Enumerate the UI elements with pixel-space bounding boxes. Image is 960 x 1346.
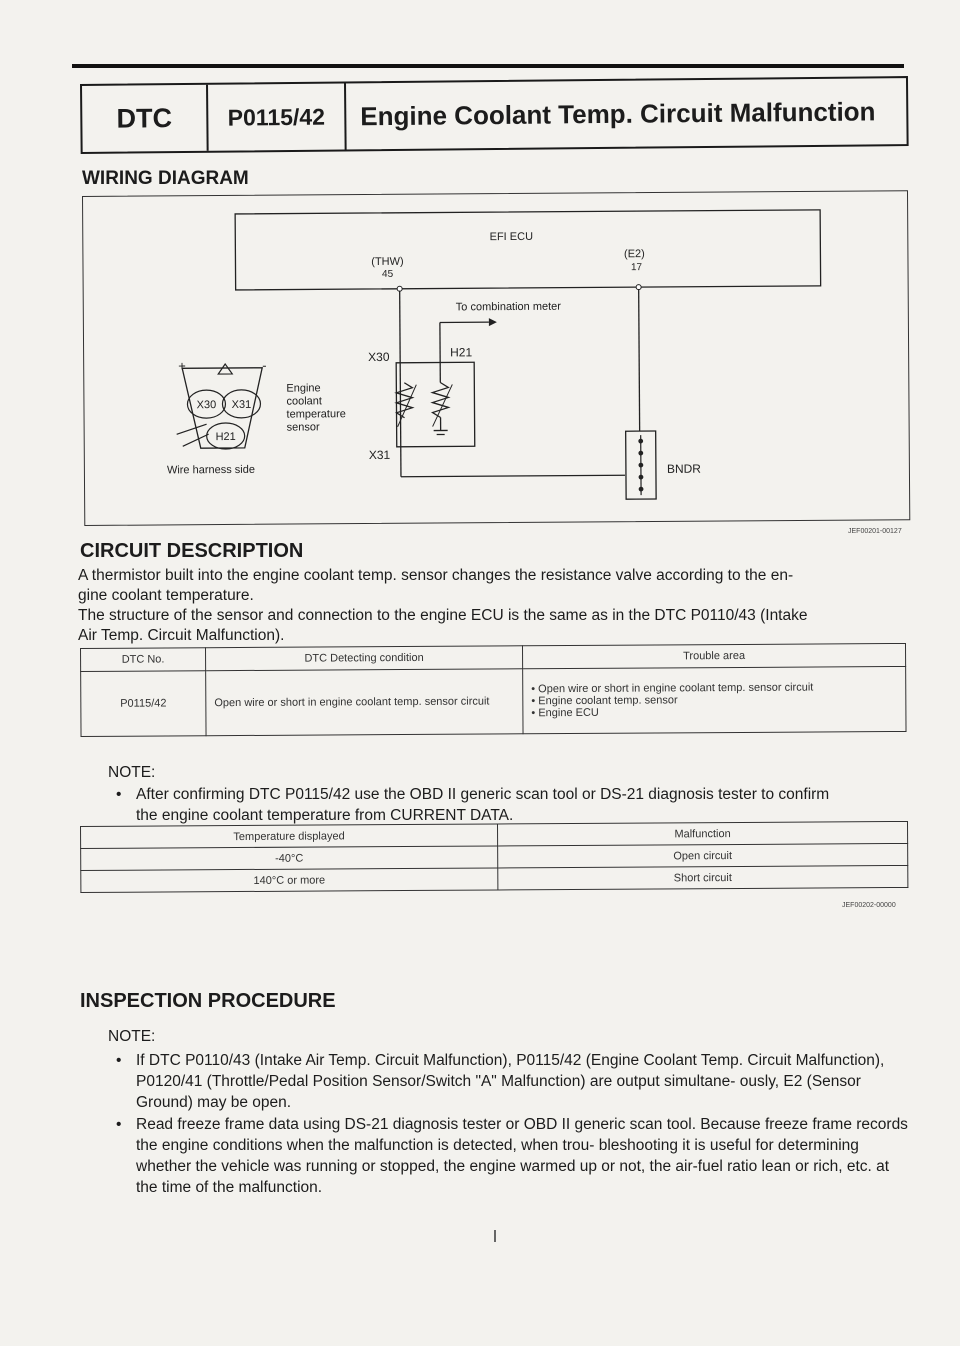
dtc-table-row bbox=[81, 666, 906, 736]
circuit-line-3: The structure of the sensor and connection to the engine ECU is the same as in the DTC P0110/43 (Intake bbox=[78, 607, 808, 624]
note-list bbox=[108, 784, 908, 827]
circuit-line-1: A thermistor built into the engine coolant temp. sensor changes the resistance valve according to the en- bbox=[78, 567, 794, 584]
col-temperature: Temperature displayed bbox=[81, 824, 498, 849]
thw-pin: 45 bbox=[381, 268, 394, 280]
inspection-note-item: • Read freeze frame data using DS-21 diagnosis tester or OBD II generic scan tool. Because freeze frame records the engine conditions when the malfunction is detected, when trou- bleshooting it is useful for determining whether the vehicle was running or stopped, the engine warmed up or not, the air-fuel ratio lean or rich, etc. at the time of the malfunction. bbox=[108, 1114, 908, 1198]
condition-cell: Open wire or short in engine coolant temp. sensor circuit bbox=[206, 669, 523, 736]
temp-cell: -40°C bbox=[81, 846, 498, 871]
dtc-label: DTC bbox=[82, 85, 209, 152]
bndr-label: BNDR bbox=[666, 461, 701, 476]
circuit-line-2: gine coolant temperature. bbox=[78, 587, 254, 604]
thw-label: (THW) bbox=[371, 255, 404, 268]
to-combination-meter: To combination meter bbox=[455, 300, 561, 314]
dtc-code: P0115/42 bbox=[208, 83, 347, 150]
trouble-area-item: • Engine ECU bbox=[531, 706, 599, 720]
inspection-procedure-heading: INSPECTION PROCEDURE bbox=[80, 990, 336, 1012]
note-line-1: After confirming DTC P0115/42 use the OBD II generic scan tool or DS-21 diagnosis tester to confirm bbox=[136, 786, 830, 803]
temp-cell: 140°C or more bbox=[81, 868, 498, 893]
ecu-label: EFI ECU bbox=[489, 230, 534, 244]
circuit-description-heading: CIRCUIT DESCRIPTION bbox=[80, 540, 304, 562]
x30-label: X30 bbox=[368, 349, 390, 365]
col-dtc-no: DTC No. bbox=[81, 648, 206, 672]
wiring-fig-code: JEF00201-00127 bbox=[848, 528, 902, 535]
trouble-area-item: • Engine coolant temp. sensor bbox=[531, 694, 678, 708]
inspection-note-list bbox=[108, 1050, 908, 1199]
sensor-label-2: coolant bbox=[286, 395, 322, 408]
h21-label: H21 bbox=[450, 345, 473, 360]
note-line-2: the engine coolant temperature from CURRENT DATA. bbox=[136, 807, 514, 824]
temp-table-row bbox=[81, 865, 908, 892]
connector-x30: X30 bbox=[196, 399, 217, 412]
circuit-line-4: Air Temp. Circuit Malfunction). bbox=[78, 627, 285, 644]
sensor-label-3: temperature bbox=[286, 408, 346, 421]
page-mark bbox=[494, 1230, 496, 1242]
top-rule bbox=[72, 64, 904, 68]
connector-h21: H21 bbox=[215, 430, 236, 444]
trouble-area-cell bbox=[523, 666, 906, 733]
malfunction-cell: Short circuit bbox=[498, 865, 908, 890]
col-malfunction: Malfunction bbox=[497, 821, 907, 846]
e2-pin: 17 bbox=[630, 262, 643, 274]
wire-harness-side: Wire harness side bbox=[166, 463, 256, 477]
sensor-label-4: sensor bbox=[286, 421, 320, 434]
x31-label: X31 bbox=[368, 447, 391, 463]
dtc-title: Engine Coolant Temp. Circuit Malfunction bbox=[360, 95, 876, 131]
wiring-diagram-heading: WIRING DIAGRAM bbox=[82, 168, 249, 189]
trouble-area-item: • Open wire or short in engine coolant temp. sensor circuit bbox=[531, 681, 814, 696]
malfunction-cell: Open circuit bbox=[498, 843, 908, 868]
inspection-note-item: • If DTC P0110/43 (Intake Air Temp. Circuit Malfunction), P0115/42 (Engine Coolant Temp. Circuit Malfunction), P0120/41 (Throttle/Pedal Position Sensor/Switch "A" Malfunction) are output simultane- ously, E2 (Sensor Ground) may be open. bbox=[108, 1050, 908, 1113]
temperature-table bbox=[80, 821, 908, 893]
e2-label: (E2) bbox=[623, 248, 645, 261]
wiring-diagram bbox=[82, 190, 910, 526]
temp-fig-code: JEF00202-00000 bbox=[842, 902, 896, 909]
sensor-label-1: Engine bbox=[286, 382, 321, 395]
ecu-box bbox=[235, 210, 821, 290]
col-trouble-area: Trouble area bbox=[522, 643, 905, 668]
dtc-header-bar bbox=[80, 76, 909, 154]
inspection-note-label: NOTE: bbox=[108, 1028, 156, 1045]
dtc-table bbox=[80, 643, 907, 737]
connector-x31: X31 bbox=[231, 398, 252, 411]
note-item bbox=[108, 784, 908, 826]
col-detecting-condition: DTC Detecting condition bbox=[206, 646, 523, 671]
dtc-no-cell: P0115/42 bbox=[81, 671, 206, 737]
note-label: NOTE: bbox=[108, 764, 156, 781]
minus-sign: - bbox=[262, 357, 267, 373]
plus-sign: + bbox=[178, 358, 186, 374]
